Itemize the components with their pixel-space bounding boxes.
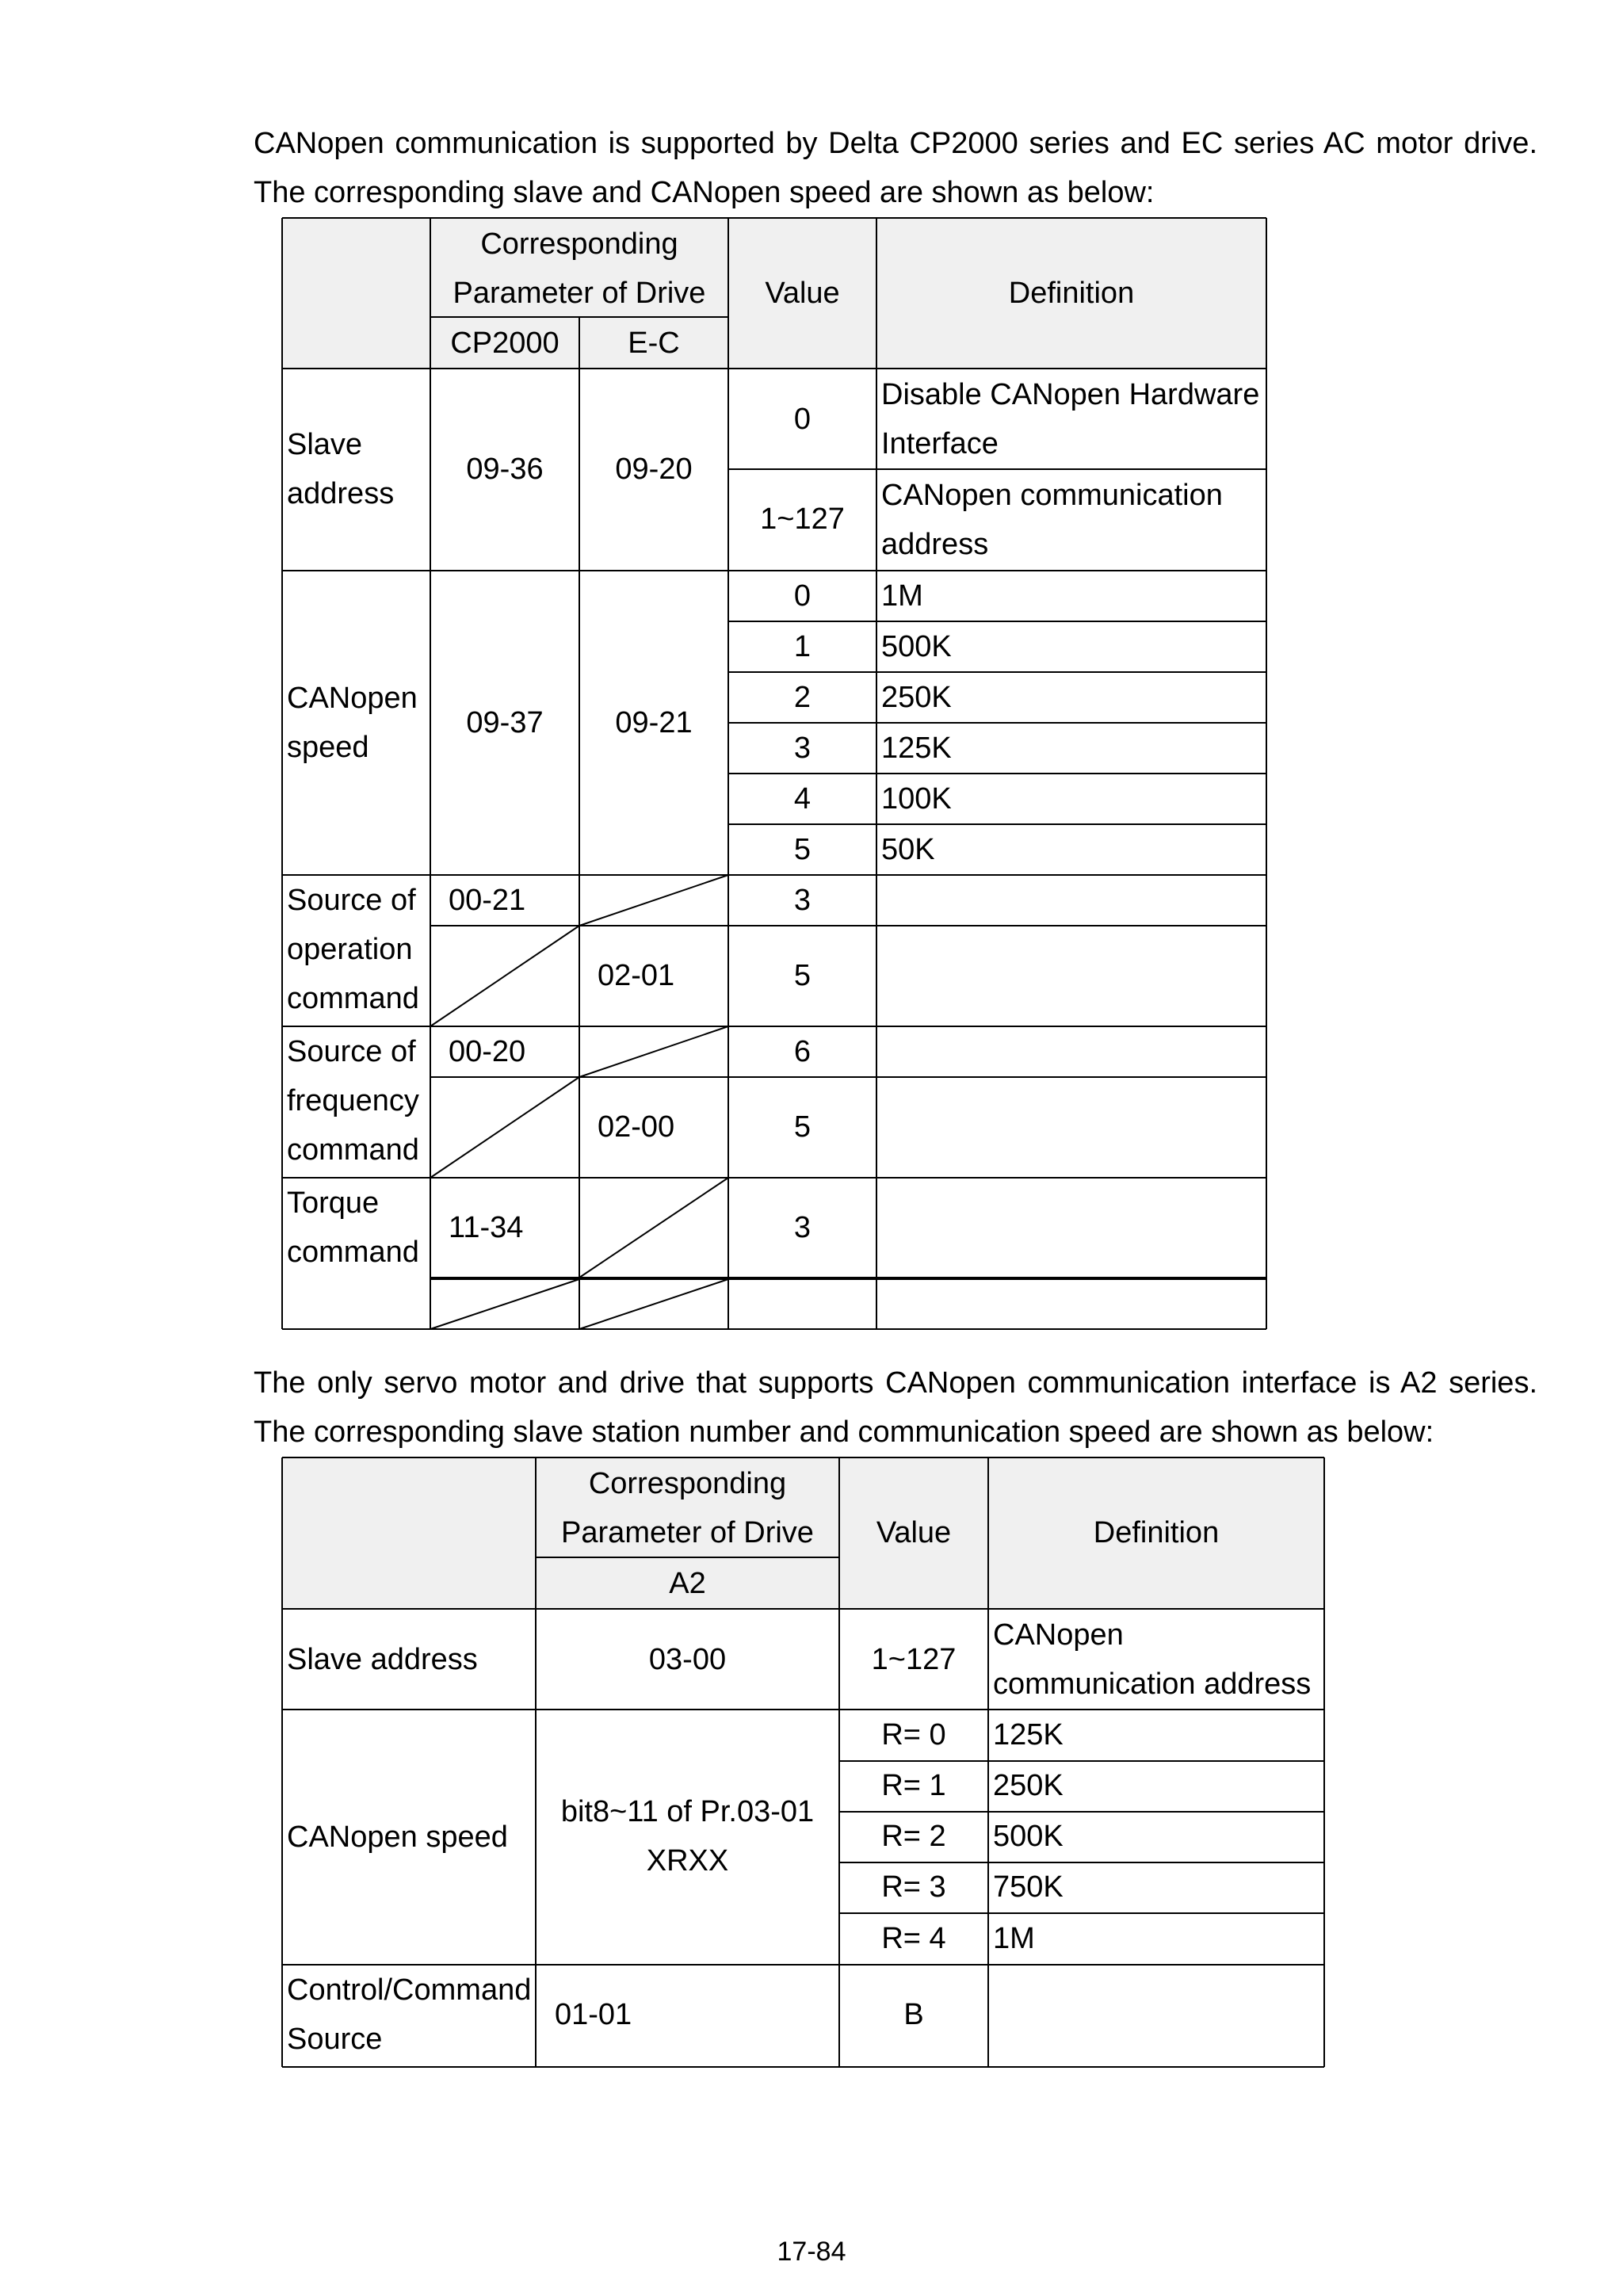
operation-label-line1: Source of: [287, 884, 416, 917]
speed-def-2: 250K: [881, 681, 952, 714]
a2-slave-param: 03-00: [648, 1643, 727, 1676]
slave-value-0: 0: [793, 403, 812, 436]
operation-cp2000: 00-21: [449, 884, 526, 917]
operation-cp2000-value: 3: [793, 884, 812, 917]
a2-slave-def-line2: communication address: [993, 1668, 1312, 1701]
speed-def-0: 1M: [881, 579, 923, 613]
slave-address-label-line1: Slave: [287, 428, 363, 461]
slave-address-cp2000: 09-36: [466, 453, 544, 486]
table2-header-value: Value: [876, 1516, 952, 1549]
a2-speed-value-2: R= 2: [881, 1820, 946, 1853]
a2-speed-def-0: 125K: [993, 1718, 1064, 1752]
operation-ec-value: 5: [793, 959, 812, 992]
frequency-ec: 02-00: [598, 1110, 675, 1144]
slave-def-0-line2: Interface: [881, 427, 999, 460]
intro-1-line-2: The corresponding slave and CANopen speed are shown as below:: [254, 176, 1155, 209]
a2-speed-def-4: 1M: [993, 1922, 1035, 1955]
a2-speed-value-4: R= 4: [881, 1922, 946, 1955]
table1-header-param-line2: Parameter of Drive: [453, 277, 706, 310]
torque-label-line1: Torque: [287, 1186, 380, 1220]
slave-address-ec: 09-20: [615, 453, 693, 486]
table2-header-a2: A2: [669, 1567, 706, 1600]
frequency-ec-value: 5: [793, 1110, 812, 1144]
a2-speed-def-2: 500K: [993, 1820, 1064, 1853]
speed-value-0: 0: [793, 579, 812, 613]
table1-header-cp2000: CP2000: [450, 327, 559, 360]
intro-2-line-2: The corresponding slave station number and communication speed are shown as below:: [254, 1415, 1434, 1449]
a2-speed-param-line2: XRXX: [646, 1844, 729, 1878]
speed-def-5: 50K: [881, 833, 935, 866]
table2-header-param-line1: Corresponding: [588, 1467, 787, 1500]
a2-speed-param-line1: bit8~11 of Pr.03-01: [560, 1795, 815, 1828]
a2-control-label-line1: Control/Command: [287, 1973, 532, 2007]
table1-header-ec: E-C: [628, 327, 680, 360]
a2-control-param: 01-01: [555, 1998, 632, 2031]
torque-value: 3: [793, 1211, 812, 1244]
a2-slave-label: Slave address: [287, 1643, 478, 1676]
torque-cp2000: 11-34: [449, 1211, 524, 1244]
intro-1-line-1: CANopen communication is supported by Delta CP2000 series and EC series AC motor drive.: [254, 127, 1537, 160]
slave-def-1-line1: CANopen communication: [881, 479, 1223, 512]
torque-label-line2: command: [287, 1236, 419, 1269]
operation-label-line3: command: [287, 982, 419, 1015]
table1-header-param-line1: Corresponding: [480, 227, 678, 261]
frequency-label-line3: command: [287, 1133, 419, 1167]
frequency-label-line2: frequency: [287, 1084, 419, 1117]
operation-label-line2: operation: [287, 933, 413, 966]
table1-header-definition: Definition: [1008, 277, 1135, 310]
slave-value-1: 1~127: [760, 502, 845, 536]
speed-def-4: 100K: [881, 782, 952, 816]
a2-slave-def-line1: CANopen: [993, 1618, 1124, 1652]
speed-value-4: 4: [793, 782, 812, 816]
speed-value-3: 3: [793, 732, 812, 765]
speed-value-1: 1: [793, 630, 812, 663]
table1-header-value: Value: [765, 277, 840, 310]
slave-def-1-line2: address: [881, 528, 989, 561]
speed-value-5: 5: [793, 833, 812, 866]
a2-speed-value-1: R= 1: [881, 1769, 946, 1802]
a2-speed-def-1: 250K: [993, 1769, 1064, 1802]
a2-speed-value-3: R= 3: [881, 1870, 946, 1904]
table2-header-param-line2: Parameter of Drive: [561, 1516, 814, 1549]
frequency-label-line1: Source of: [287, 1035, 416, 1068]
a2-control-value: B: [903, 1998, 924, 2031]
speed-def-3: 125K: [881, 732, 952, 765]
slave-def-0-line1: Disable CANopen Hardware: [881, 378, 1260, 411]
a2-control-label-line2: Source: [287, 2023, 383, 2056]
frequency-cp2000: 00-20: [449, 1035, 526, 1068]
canopen-speed-label-line1: CANopen: [287, 682, 418, 715]
operation-ec: 02-01: [598, 959, 675, 992]
frequency-cp2000-value: 6: [793, 1035, 812, 1068]
a2-slave-value: 1~127: [871, 1643, 957, 1676]
a2-speed-value-0: R= 0: [881, 1718, 946, 1752]
intro-2-line-1: The only servo motor and drive that supports CANopen communication interface is A2 series.: [254, 1366, 1537, 1400]
a2-speed-label: CANopen speed: [287, 1820, 508, 1854]
a2-speed-def-3: 750K: [993, 1870, 1064, 1904]
canopen-speed-label-line2: speed: [287, 731, 369, 764]
table2-header-definition: Definition: [1093, 1516, 1220, 1549]
canopen-speed-cp2000: 09-37: [466, 706, 544, 739]
page-number: 17-84: [777, 2237, 846, 2267]
speed-def-1: 500K: [881, 630, 952, 663]
canopen-speed-ec: 09-21: [615, 706, 693, 739]
slave-address-label-line2: address: [287, 477, 395, 510]
speed-value-2: 2: [793, 681, 812, 714]
